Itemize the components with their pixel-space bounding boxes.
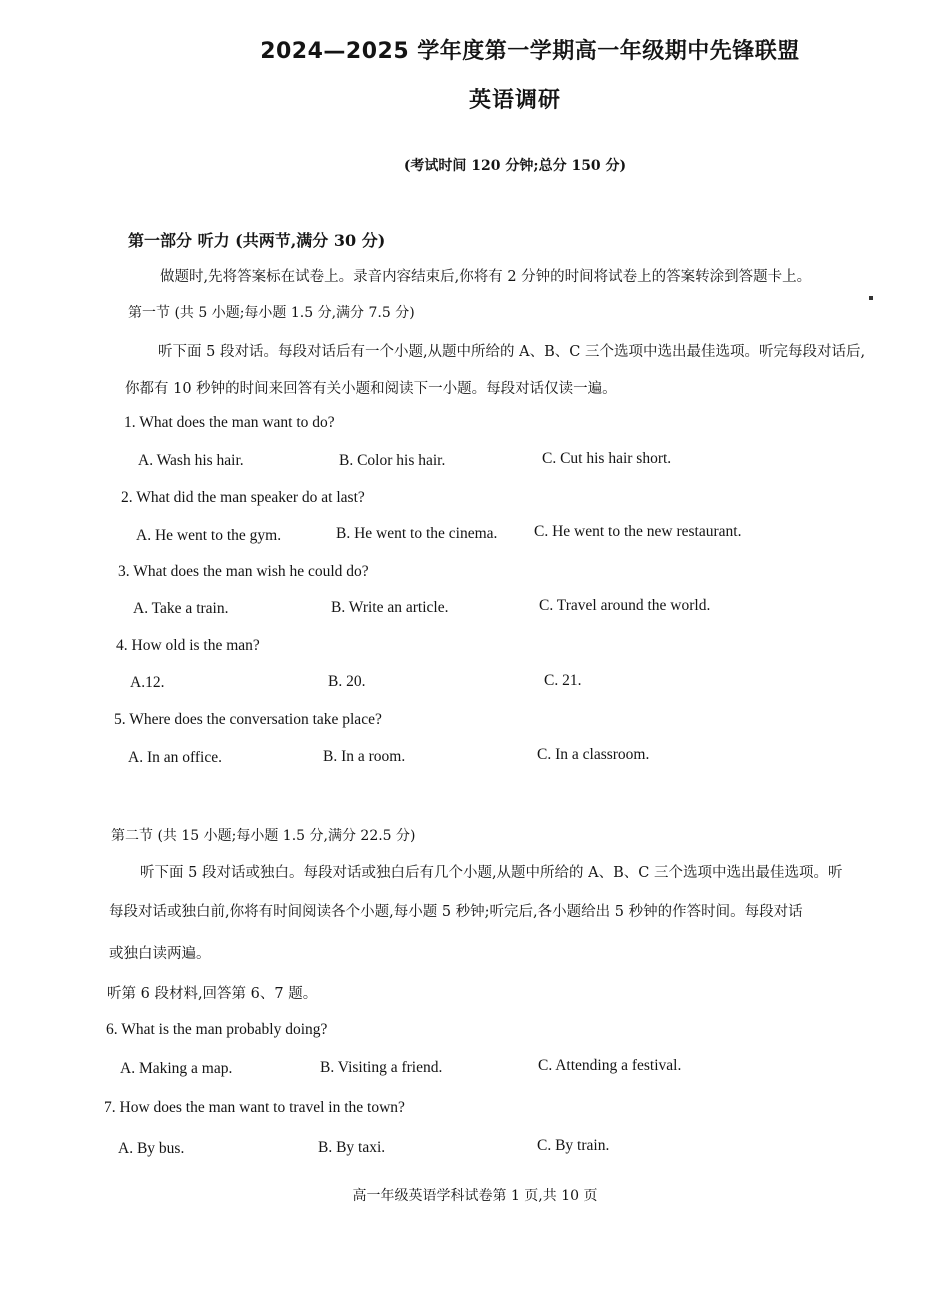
question-1-stem: 1. What does the man want to do? xyxy=(124,414,335,431)
scan-speck xyxy=(869,296,873,300)
question-2-option-a: A. He went to the gym. xyxy=(136,527,282,544)
question-6-option-c: C. Attending a festival. xyxy=(538,1057,682,1074)
question-6-stem: 6. What is the man probably doing? xyxy=(106,1021,328,1038)
question-6-option-a: A. Making a map. xyxy=(120,1060,233,1077)
part1-heading: 第一部分 听力 (共两节,满分 30 分) xyxy=(128,231,386,250)
section1-instruction-line1: 听下面 5 段对话。每段对话后有一个小题,从题中所给的 A、B、C 三个选项中选出最佳选项。听完每段对话后, xyxy=(158,344,866,360)
question-2-option-c: C. He went to the new restaurant. xyxy=(534,523,742,540)
question-2-option-b: B. He went to the cinema. xyxy=(336,525,498,542)
question-3-option-b: B. Write an article. xyxy=(331,599,449,616)
question-1-option-b: B. Color his hair. xyxy=(339,452,446,469)
question-7-option-a: A. By bus. xyxy=(118,1140,185,1157)
section2-instruction-line3: 或独白读两遍。 xyxy=(109,946,211,962)
question-6-option-b: B. Visiting a friend. xyxy=(320,1059,443,1076)
question-7-option-c: C. By train. xyxy=(537,1137,610,1154)
question-5-stem: 5. Where does the conversation take place? xyxy=(114,711,382,728)
section1-instruction-line2: 你都有 10 秒钟的时间来回答有关小题和阅读下一小题。每段对话仅读一遍。 xyxy=(125,381,617,397)
question-7-option-b: B. By taxi. xyxy=(318,1139,386,1156)
part1-note: 做题时,先将答案标在试卷上。录音内容结束后,你将有 2 分钟的时间将试卷上的答案转涂到答题卡上。 xyxy=(160,269,812,285)
question-7-stem: 7. How does the man want to travel in the town? xyxy=(104,1099,405,1116)
question-4-option-a: A.12. xyxy=(130,674,165,691)
question-3-option-c: C. Travel around the world. xyxy=(539,597,711,614)
exam-time-score: (考试时间 120 分钟;总分 150 分) xyxy=(403,158,627,174)
question-5-option-c: C. In a classroom. xyxy=(537,746,650,763)
question-5-option-b: B. In a room. xyxy=(323,748,406,765)
question-3-option-a: A. Take a train. xyxy=(133,600,229,617)
exam-subject: 英语调研 xyxy=(468,88,561,113)
question-3-stem: 3. What does the man wish he could do? xyxy=(118,563,369,580)
section2-instruction-line1: 听下面 5 段对话或独白。每段对话或独白后有几个小题,从题中所给的 A、B、C 三个选项中选出最佳选项。听 xyxy=(140,865,843,881)
section2-heading: 第二节 (共 15 小题;每小题 1.5 分,满分 22.5 分) xyxy=(111,828,416,844)
page-footer: 高一年级英语学科试卷第 1 页,共 10 页 xyxy=(352,1188,598,1204)
section1-heading: 第一节 (共 5 小题;每小题 1.5 分,满分 7.5 分) xyxy=(128,305,415,321)
question-2-stem: 2. What did the man speaker do at last? xyxy=(121,489,365,506)
question-4-stem: 4. How old is the man? xyxy=(116,637,260,654)
section2-instruction-line2: 每段对话或独白前,你将有时间阅读各个小题,每小题 5 秒钟;听完后,各小题给出 5 秒钟的作答时间。每段对话 xyxy=(109,904,803,920)
question-4-option-c: C. 21. xyxy=(544,672,582,689)
question-5-option-a: A. In an office. xyxy=(128,749,222,766)
exam-title: 2024—2025 学年度第一学期高一年级期中先锋联盟 xyxy=(260,39,800,64)
material-6-note: 听第 6 段材料,回答第 6、7 题。 xyxy=(107,986,318,1002)
question-1-option-a: A. Wash his hair. xyxy=(138,452,244,469)
question-4-option-b: B. 20. xyxy=(328,673,366,690)
question-1-option-c: C. Cut his hair short. xyxy=(542,450,672,467)
